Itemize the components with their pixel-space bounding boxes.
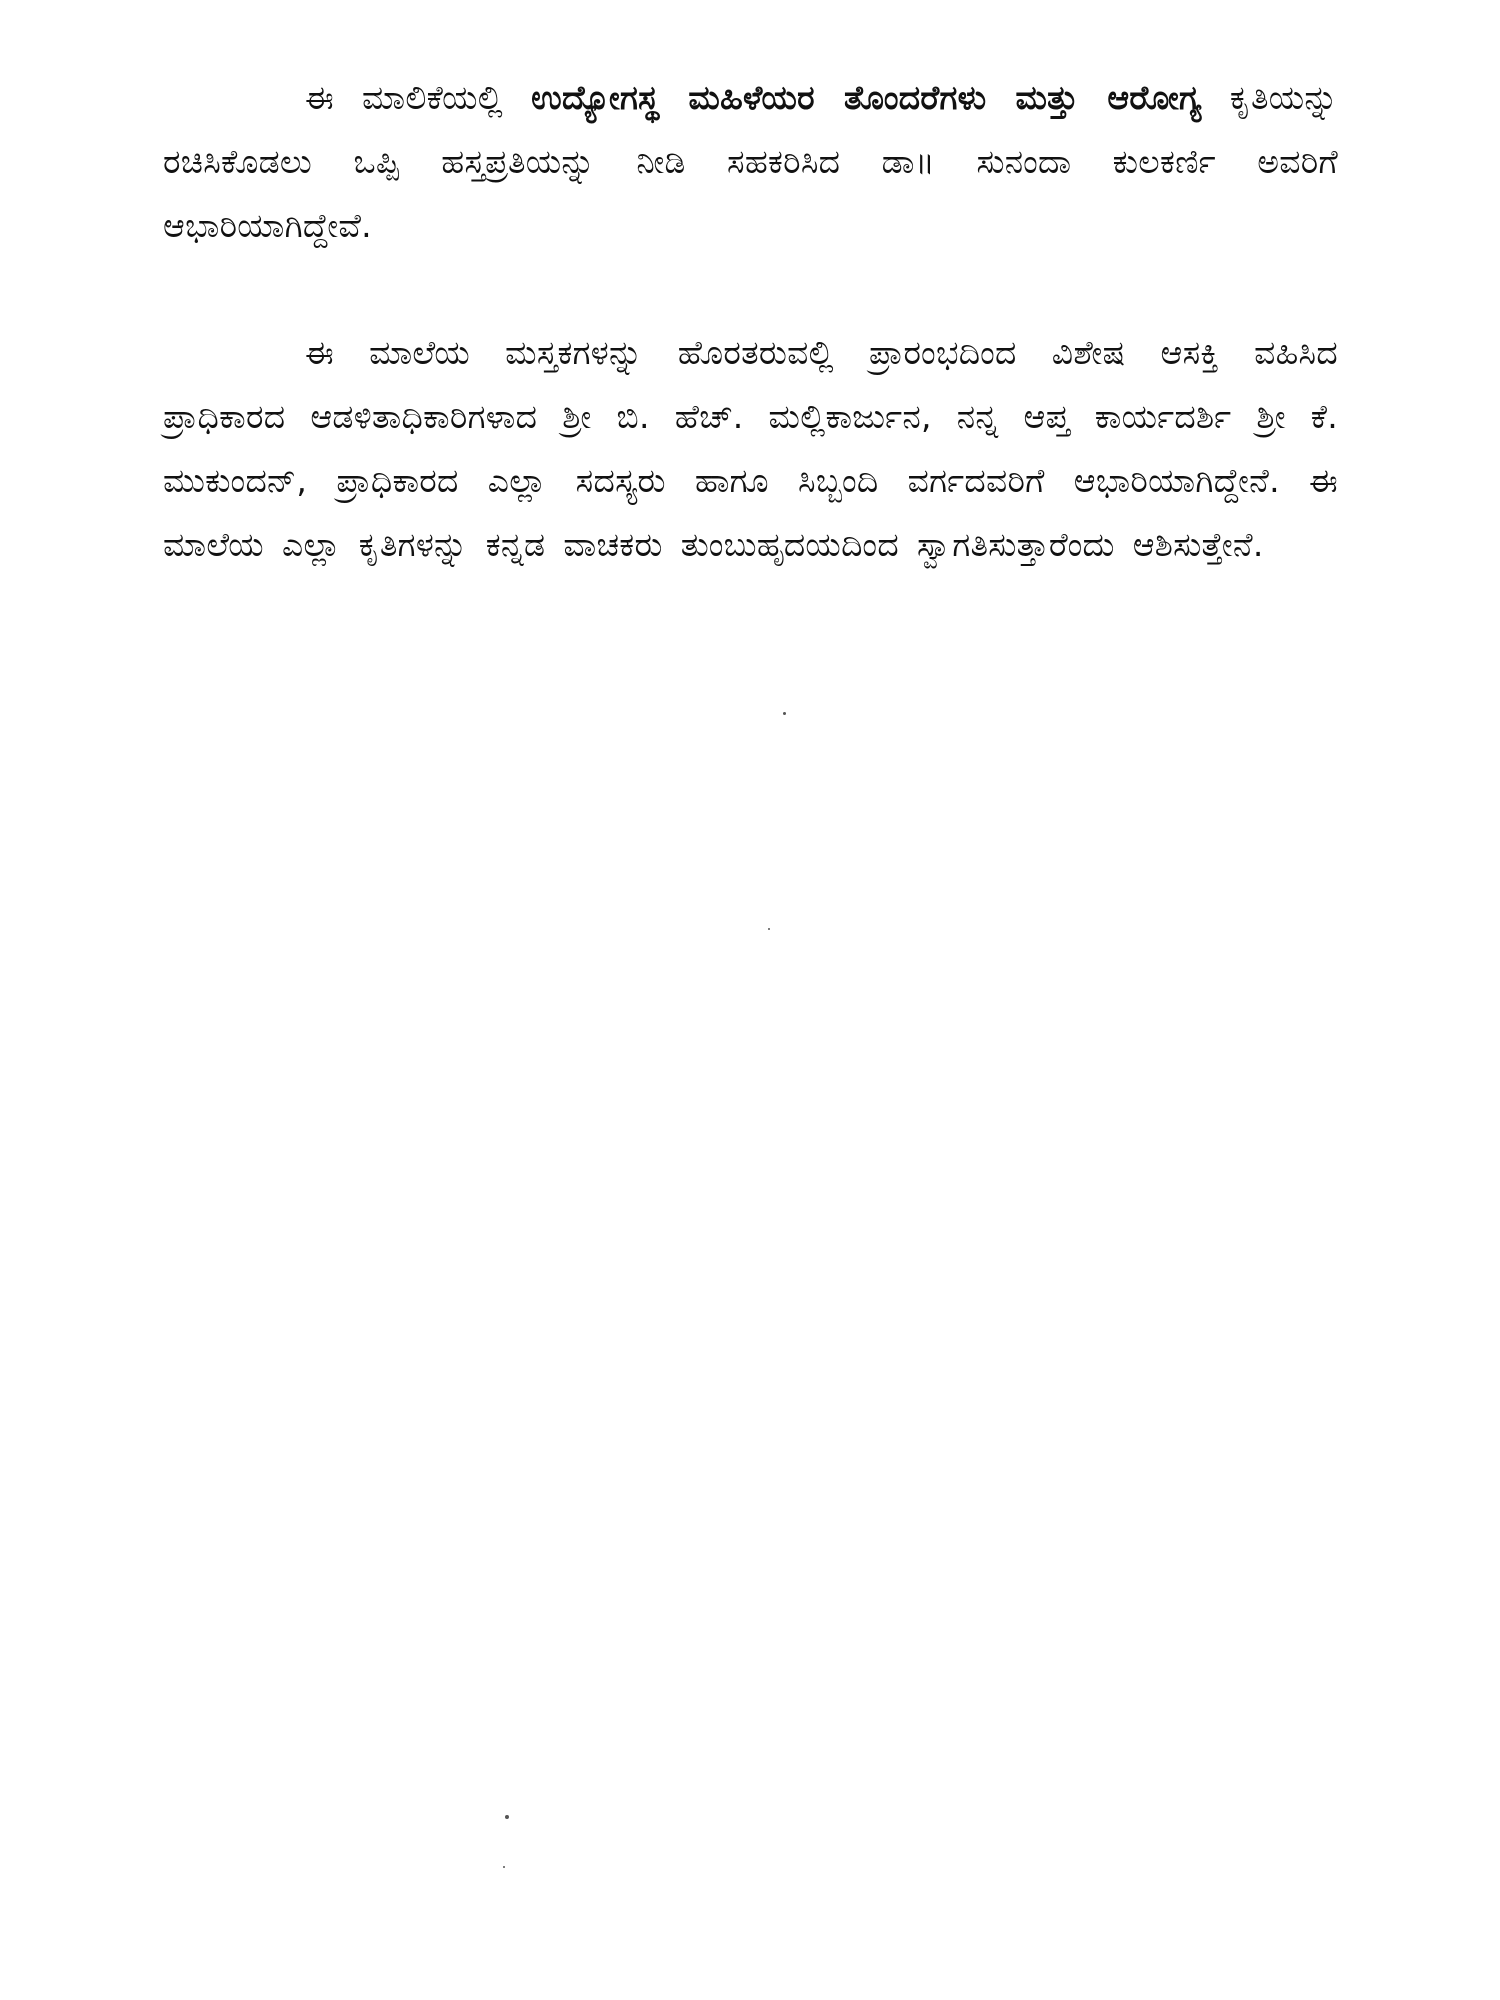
- paragraph-1-text-2: ಕೃತಿಯನ್ನು ರಚಿಸಿಕೊಡಲು ಒಪ್ಪಿ ಹಸ್ತಪ್ರತಿಯನ್ನು ನೀಡಿ ಸಹಕರಿಸಿದ ಡಾ॥ ಸುನಂದಾ ಕುಲಕರ್ಣಿ ಅವರಿಗೆ ಆಭಾರಿಯಾಗಿದ್ದೇವೆ.: [163, 78, 1338, 245]
- scan-speck: [768, 928, 770, 930]
- paragraph-2-text: ಈ ಮಾಲೆಯ ಮಸ್ತಕಗಳನ್ನು ಹೊರತರುವಲ್ಲಿ ಪ್ರಾರಂಭದಿಂದ ವಿಶೇಷ ಆಸಕ್ತಿ ವಹಿಸಿದ ಪ್ರಾಧಿಕಾರದ ಆಡಳಿತಾಧಿಕಾರಿಗಳಾದ ಶ್ರೀ ಬಿ. ಹೆಚ್. ಮಲ್ಲಿಕಾರ್ಜುನ, ನನ್ನ ಆಪ್ತ ಕಾರ್ಯದರ್ಶಿ ಶ್ರೀ ಕೆ. ಮುಕುಂದನ್, ಪ್ರಾಧಿಕಾರದ ಎಲ್ಲಾ ಸದಸ್ಯರು ಹಾಗೂ ಸಿಬ್ಬಂದಿ ವರ್ಗದವರಿಗೆ ಆಭಾರಿಯಾಗಿದ್ದೇನೆ. ಈ ಮಾಲೆಯ ಎಲ್ಲಾ ಕೃತಿಗಳನ್ನು ಕನ್ನಡ ವಾಚಕರು ತುಂಬುಹೃದಯದಿಂದ ಸ್ವಾಗತಿಸುತ್ತಾರೆಂದು ಆಶಿಸುತ್ತೇನೆ.: [163, 333, 1338, 564]
- scan-speck: [783, 712, 786, 715]
- scan-speck: [503, 1866, 505, 1868]
- acknowledgement-paragraph-1: [163, 66, 1338, 258]
- scan-speck: [505, 1815, 509, 1819]
- book-title: ಉದ್ಯೋಗಸ್ಥ ಮಹಿಳೆಯರ ತೊಂದರೆಗಳು ಮತ್ತು ಆರೋಗ್ಯ: [531, 78, 1202, 117]
- paragraph-1-text-1: ಈ ಮಾಲಿಕೆಯಲ್ಲಿ: [305, 78, 532, 117]
- acknowledgement-paragraph-2: [163, 321, 1338, 577]
